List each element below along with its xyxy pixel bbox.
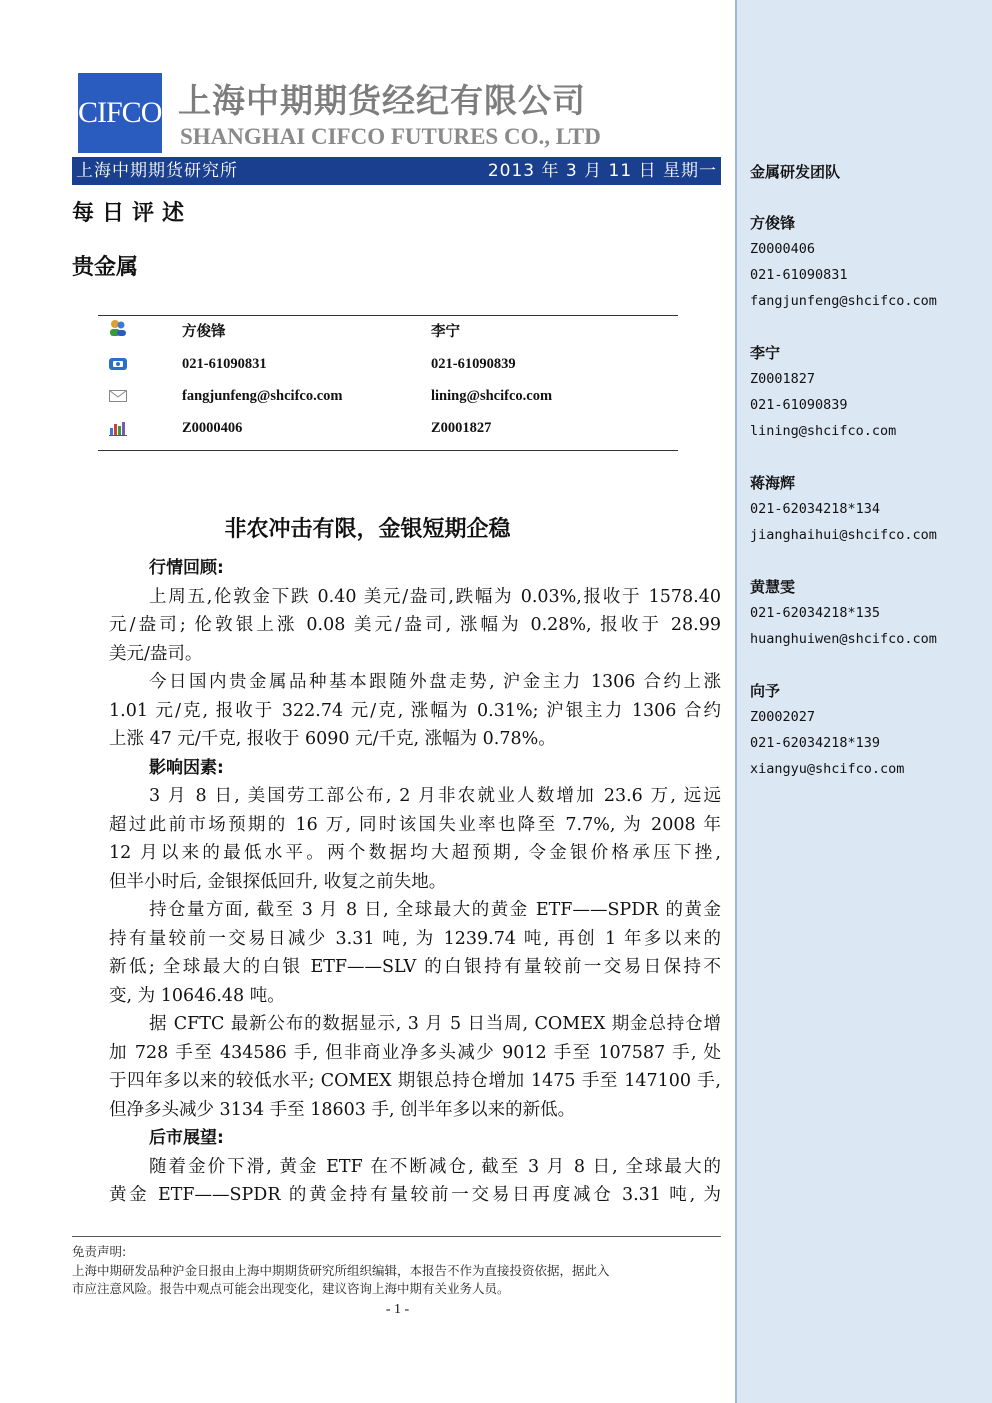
logo-text: CIFCO — [78, 96, 162, 129]
sidebar-member-4 — [750, 574, 937, 652]
body-line: 加 728 手至 434586 手, 但非商业净多头减少 9012 手至 107587 手, 处 — [109, 1042, 721, 1063]
contact-row-name — [98, 316, 678, 344]
sidebar-member-5 — [750, 678, 904, 782]
member-name: 蒋海辉 — [750, 474, 796, 492]
body-line: 持有量较前一交易日减少 3.31 吨, 为 1239.74 吨, 再创 1 年多以来的 — [109, 928, 721, 949]
analyst-2-email[interactable]: lining@shcifco.com — [431, 388, 553, 404]
body-line: 上涨 47 元/千克, 报收于 6090 元/千克, 涨幅为 0.78%。 — [109, 729, 556, 749]
member-license: Z0002027 — [750, 709, 816, 725]
report-category: 贵金属 — [72, 255, 139, 280]
company-name-en: SHANGHAI CIFCO FUTURES CO., LTD — [180, 124, 601, 149]
sidebar-member-2 — [750, 340, 896, 444]
section-heading-factors: 影响因素: — [149, 757, 224, 778]
disclaimer-label: 免责声明: — [72, 1244, 127, 1259]
member-phone: 021-61090831 — [750, 267, 848, 283]
article-body — [109, 554, 721, 1210]
analyst-1-license: Z0000406 — [182, 420, 243, 436]
body-line: 3 月 8 日, 美国劳工部公布, 2 月非农就业人数增加 23.6 万, 远远 — [149, 786, 721, 806]
contact-row-email — [98, 384, 678, 412]
analyst-contact-table — [98, 315, 678, 451]
company-logo — [78, 73, 162, 153]
analyst-2-name: 李宁 — [431, 324, 460, 340]
body-line: 1.01 元/克, 报收于 322.74 元/克, 涨幅为 0.31%; 沪银主力 1306 合约 — [109, 700, 721, 721]
member-phone: 021-61090839 — [750, 397, 848, 413]
mail-icon — [108, 386, 128, 406]
body-line: 但净多头减少 3134 手至 18603 手, 创半年多以来的新低。 — [109, 1099, 576, 1120]
member-phone: 021-62034218*135 — [750, 605, 881, 621]
analyst-2-phone: 021-61090839 — [431, 356, 516, 372]
member-email[interactable]: jianghaihui@shcifco.com — [750, 527, 937, 543]
member-email[interactable]: huanghuiwen@shcifco.com — [750, 631, 937, 647]
member-phone: 021-62034218*139 — [750, 735, 881, 751]
body-line: 据 CFTC 最新公布的数据显示, 3 月 5 日当周, COMEX 期金总持仓增 — [149, 1014, 721, 1034]
member-email[interactable]: fangjunfeng@shcifco.com — [750, 293, 937, 309]
section-heading-review: 行情回顾: — [149, 558, 224, 578]
body-line: 但半小时后, 金银探低回升, 收复之前失地。 — [109, 871, 447, 892]
company-name-cn: 上海中期期货经纪有限公司 — [178, 81, 586, 120]
member-name: 方俊锋 — [750, 214, 796, 232]
analyst-1-email[interactable]: fangjunfeng@shcifco.com — [182, 388, 343, 404]
phone-icon — [108, 354, 128, 374]
report-date: 2013 年 3 月 11 日 星期一 — [487, 161, 717, 181]
chart-icon — [108, 418, 128, 438]
body-line: 美元/盎司。 — [109, 643, 203, 664]
body-line: 变, 为 10646.48 吨。 — [109, 985, 285, 1006]
header-bar — [72, 157, 721, 185]
analyst-1-phone: 021-61090831 — [182, 356, 267, 372]
analyst-2-license: Z0001827 — [431, 420, 492, 436]
disclaimer-text-1: 上海中期研发品种沪金日报由上海中期期货研究所组织编辑，本报告不作为直接投资依据，据此入 — [72, 1263, 610, 1278]
team-sidebar — [735, 0, 992, 1403]
body-line: 黄金 ETF——SPDR 的黄金持有量较前一交易日再度减仓 3.31 吨, 为 — [109, 1185, 721, 1205]
analyst-1-name: 方俊锋 — [182, 324, 226, 340]
person-icon — [108, 318, 128, 338]
body-line: 随着金价下滑, 黄金 ETF 在不断减仓, 截至 3 月 8 日, 全球最大的 — [149, 1156, 721, 1177]
body-line: 元/盎司; 伦敦银上涨 0.08 美元/盎司, 涨幅为 0.28%, 报收于 28.99 — [109, 615, 721, 635]
body-line: 12 月以来的最低水平。两个数据均大超预期, 令金银价格承压下挫, — [109, 843, 721, 863]
article-title: 非农冲击有限，金银短期企稳 — [224, 516, 511, 542]
body-line: 超过此前市场预期的 16 万, 同时该国失业率也降至 7.7%, 为 2008 年 — [109, 814, 721, 835]
disclaimer-text-2: 市应注意风险。报告中观点可能会出现变化，建议咨询上海中期有关业务人员。 — [72, 1281, 510, 1296]
body-line: 新低; 全球最大的白银 ETF——SLV 的白银持有量较前一交易日保持不 — [109, 957, 721, 977]
member-name: 李宁 — [750, 344, 781, 362]
member-license: Z0000406 — [750, 241, 816, 257]
contact-row-phone — [98, 352, 678, 380]
sidebar-member-1 — [750, 210, 937, 314]
contact-row-license — [98, 416, 678, 444]
report-type: 每日评述 — [72, 201, 193, 226]
body-line: 上周五,伦敦金下跌 0.40 美元/盎司,跌幅为 0.03%,报收于 1578.40 — [149, 586, 721, 607]
body-line: 于四年多以来的较低水平; COMEX 期银总持仓增加 1475 手至 147100 手, — [109, 1071, 721, 1091]
footer-divider — [72, 1236, 721, 1237]
member-name: 黄慧雯 — [750, 578, 796, 596]
section-heading-outlook: 后市展望: — [149, 1128, 224, 1148]
member-email[interactable]: xiangyu@shcifco.com — [750, 761, 905, 777]
member-email[interactable]: lining@shcifco.com — [750, 423, 897, 439]
member-name: 向予 — [750, 682, 781, 700]
body-line: 持仓量方面, 截至 3 月 8 日, 全球最大的黄金 ETF——SPDR 的黄金 — [149, 900, 721, 920]
member-phone: 021-62034218*134 — [750, 501, 881, 517]
member-license: Z0001827 — [750, 371, 816, 387]
page-number: - 1 - — [385, 1302, 410, 1317]
institute-name: 上海中期期货研究所 — [76, 161, 238, 181]
sidebar-member-3 — [750, 470, 937, 548]
sidebar-title: 金属研发团队 — [750, 163, 841, 181]
body-line: 今日国内贵金属品种基本跟随外盘走势, 沪金主力 1306 合约上涨 — [149, 672, 721, 692]
